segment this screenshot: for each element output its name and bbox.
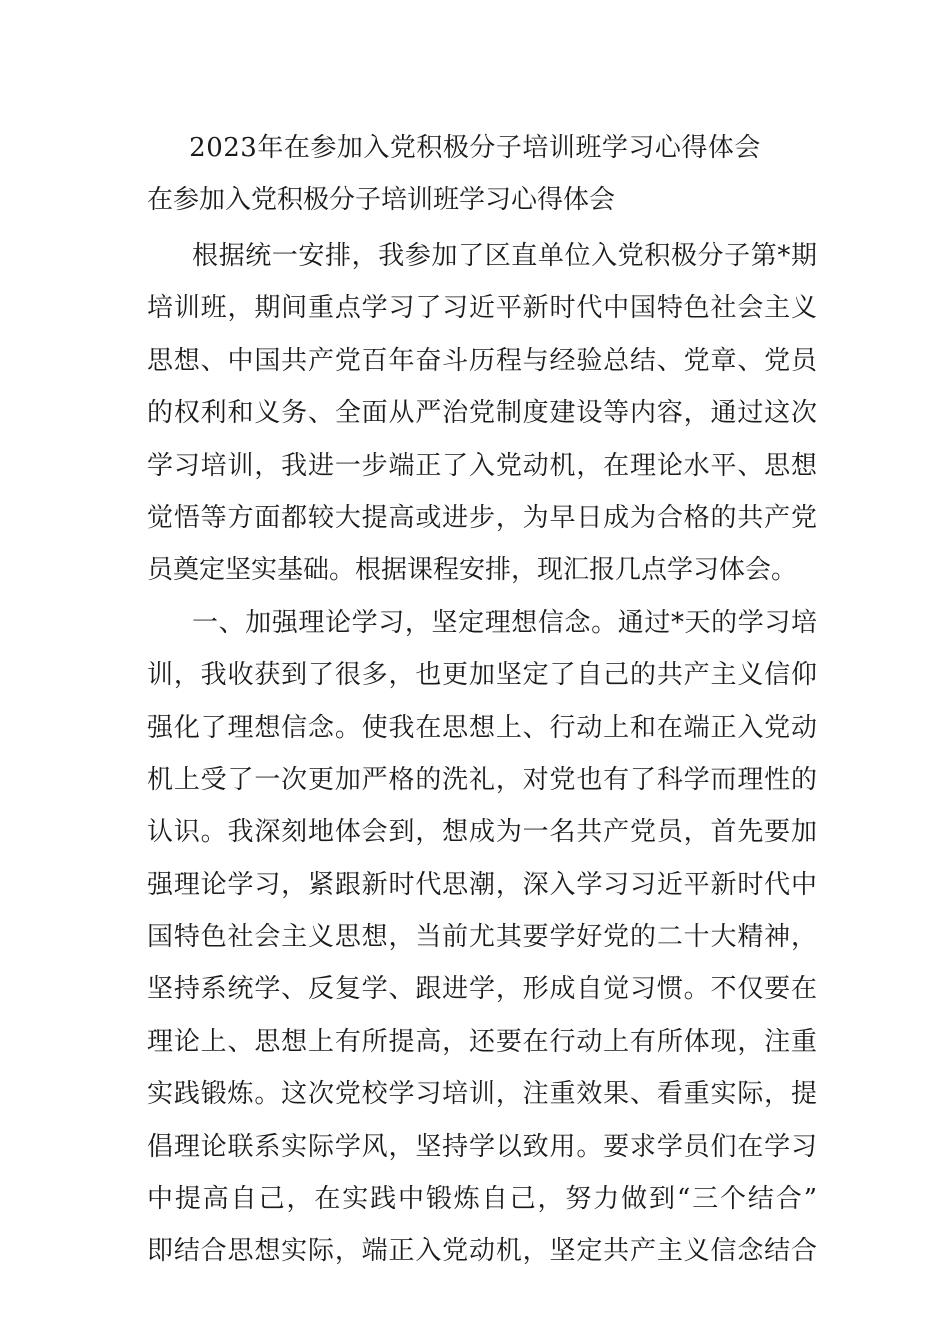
- paragraph-line: 实践锻炼。这次党校学习培训，注重效果、看重实际，提: [147, 1079, 817, 1110]
- document-title: 2023年在参加入党积极分子培训班学习心得体会: [189, 133, 761, 163]
- paragraph-line: 培训班，期间重点学习了习近平新时代中国特色社会主义: [147, 293, 817, 324]
- paragraph-line: 倡理论联系实际学风，坚持学以致用。要求学员们在学习: [147, 1131, 817, 1162]
- paragraph-line: 的权利和义务、全面从严治党制度建设等内容，通过这次: [147, 398, 817, 429]
- paragraph-line: 坚持系统学、反复学、跟进学，形成自觉习惯。不仅要在: [147, 974, 817, 1005]
- paragraph-line: 一、加强理论学习，坚定理想信念。通过*天的学习培: [192, 607, 817, 638]
- document-body: [147, 230, 817, 1278]
- paragraph-line: 中提高自己，在实践中锻炼自己，努力做到“三个结合”: [147, 1184, 817, 1215]
- paragraph-line: 认识。我深刻地体会到，想成为一名共产党员，首先要加: [147, 817, 817, 848]
- paragraph-line: 学习培训，我进一步端正了入党动机，在理论水平、思想: [147, 450, 817, 481]
- paragraph-line: 机上受了一次更加严格的洗礼，对党也有了科学而理性的: [147, 764, 817, 795]
- paragraph-line: 强理论学习，紧跟新时代思潮，深入学习习近平新时代中: [147, 869, 817, 900]
- paragraph-line: 即结合思想实际，端正入党动机，坚定共产主义信念结合: [147, 1236, 817, 1267]
- document-subtitle: 在参加入党积极分子培训班学习心得体会: [147, 185, 616, 215]
- paragraph-line: 国特色社会主义思想，当前尤其要学好党的二十大精神，: [147, 922, 817, 953]
- paragraph-line: 根据统一安排，我参加了区直单位入党积极分子第*期: [192, 241, 817, 271]
- paragraph-line: 强化了理想信念。使我在思想上、行动上和在端正入党动: [147, 712, 817, 743]
- paragraph-line: 觉悟等方面都较大提高或进步，为早日成为合格的共产党: [147, 502, 817, 533]
- paragraph-line: 员奠定坚实基础。根据课程安排，现汇报几点学习体会。: [147, 555, 798, 586]
- paragraph-line: 训，我收获到了很多，也更加坚定了自己的共产主义信仰: [147, 660, 817, 691]
- paragraph-line: 思想、中国共产党百年奋斗历程与经验总结、党章、党员: [147, 345, 817, 376]
- paragraph-line: 理论上、思想上有所提高，还要在行动上有所体现，注重: [147, 1026, 817, 1057]
